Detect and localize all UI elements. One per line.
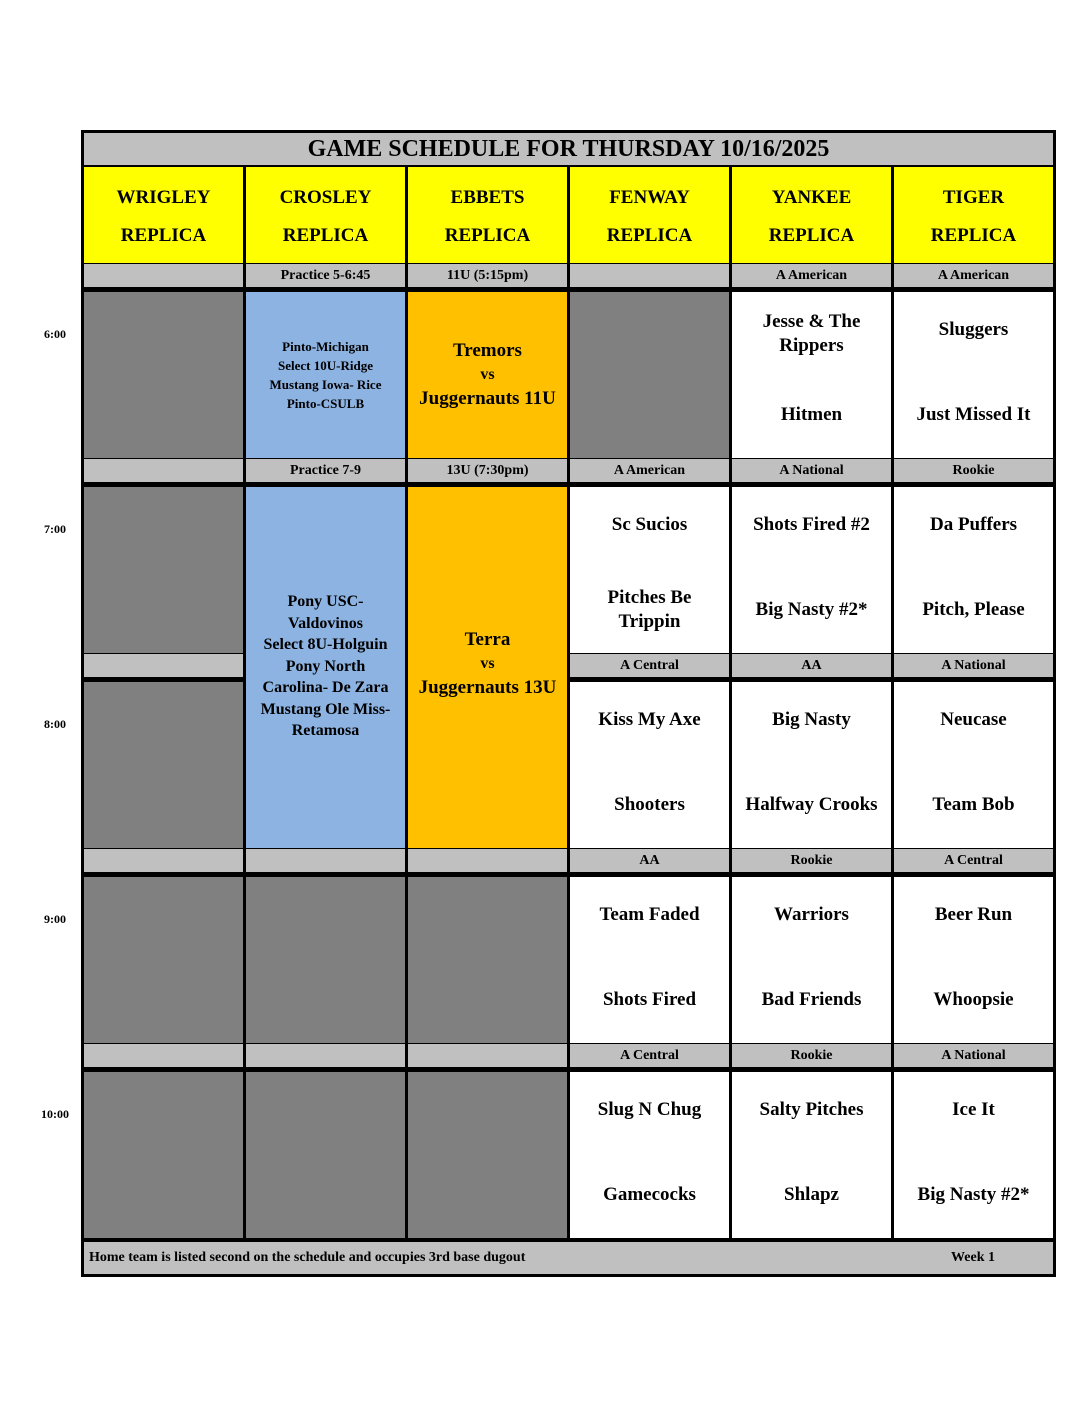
game-slot (732, 487, 891, 653)
division-band: Rookie (732, 1044, 891, 1067)
away-team: Big Nasty (772, 709, 851, 730)
away-team: Sluggers (938, 319, 1009, 340)
time-label: 10:00 (41, 1107, 69, 1121)
away-team: Neucase (940, 709, 1007, 730)
field-header-crosley (246, 167, 405, 263)
team-line: Pony North (285, 657, 366, 675)
time-label: 7:00 (44, 522, 66, 536)
division-band: AA (570, 849, 729, 872)
field-header-ebbets (408, 167, 567, 263)
division-band: A Central (570, 1044, 729, 1067)
vs-label: vs (480, 655, 495, 672)
away-team: Slug N Chug (597, 1099, 702, 1120)
team-line: Retamosa (291, 722, 360, 739)
home-team: Team Bob (932, 794, 1015, 815)
empty-slot (84, 292, 243, 458)
game-slot (732, 877, 891, 1043)
division-band (570, 264, 729, 287)
home-team: Shooters (614, 794, 685, 815)
field-header-tiger (894, 167, 1053, 263)
division-band (84, 459, 243, 482)
away-team: Beer Run (934, 904, 1013, 925)
schedule-footer (84, 1242, 1053, 1274)
away-team: Team Faded (599, 904, 700, 925)
division-band: A National (894, 654, 1053, 677)
game-slot (732, 292, 891, 458)
away-team: Shots Fired #2 (753, 514, 870, 535)
field-header-wrigley (84, 167, 243, 263)
home-team: Big Nasty #2* (755, 599, 868, 620)
division-band (408, 849, 567, 872)
game-slot (570, 877, 729, 1043)
crosley-practice-block-2 (246, 487, 405, 848)
home-team: Big Nasty #2* (917, 1184, 1030, 1205)
home-team: Whoopsie (933, 989, 1014, 1010)
division-band: 13U (7:30pm) (408, 459, 567, 482)
team-line: Select 8U-Holguin (263, 636, 388, 653)
team-line: Carolina- De Zara (262, 679, 389, 696)
empty-slot (408, 1072, 567, 1238)
empty-slot (246, 877, 405, 1043)
division-band: A American (894, 264, 1053, 287)
empty-slot (408, 877, 567, 1043)
division-band: 11U (5:15pm) (408, 264, 567, 287)
field-sub: REPLICA (606, 225, 693, 246)
division-band: A National (894, 1044, 1053, 1067)
division-band (408, 1044, 567, 1067)
field-name: EBBETS (450, 187, 525, 208)
division-band: Rookie (894, 459, 1053, 482)
field-sub: REPLICA (444, 225, 531, 246)
game-slot (894, 682, 1053, 848)
empty-slot (246, 1072, 405, 1238)
empty-slot (84, 1072, 243, 1238)
team-line: Tremors (453, 340, 522, 361)
division-band: Practice 7-9 (246, 459, 405, 482)
game-slot (894, 487, 1053, 653)
division-band: Practice 5-6:45 (246, 264, 405, 287)
division-band (84, 264, 243, 287)
empty-slot (84, 682, 243, 848)
home-team: Pitch, Please (922, 599, 1025, 620)
division-band: A National (732, 459, 891, 482)
away-team: Jesse & The Rippers (762, 311, 861, 356)
team-line: Juggernauts 13U (418, 677, 557, 698)
away-team: Da Puffers (929, 514, 1018, 535)
team-line: Juggernauts 11U (419, 388, 556, 409)
home-team: Just Missed It (916, 404, 1031, 425)
time-label: 9:00 (44, 912, 66, 926)
empty-slot (570, 292, 729, 458)
division-band: Rookie (732, 849, 891, 872)
schedule-table (81, 130, 1056, 1277)
field-name: FENWAY (609, 187, 690, 208)
field-header-yankee (732, 167, 891, 263)
home-team: Bad Friends (761, 989, 862, 1010)
division-band: AA (732, 654, 891, 677)
game-slot (570, 1072, 729, 1238)
field-sub: REPLICA (120, 225, 207, 246)
home-team: Halfway Crooks (745, 794, 878, 815)
footer-note: Home team is listed second on the schedule and occupies 3rd base dugout (89, 1250, 526, 1265)
field-name: TIGER (942, 187, 1005, 208)
home-team: Shots Fired (602, 989, 697, 1010)
time-label: 6:00 (44, 327, 66, 341)
schedule-title (84, 133, 1053, 165)
week-label: Week 1 (951, 1250, 995, 1265)
game-slot (570, 487, 729, 653)
home-team: Hitmen (780, 404, 843, 425)
division-band: A American (570, 459, 729, 482)
ebbets-game-block-2 (408, 487, 567, 848)
vs-label: vs (480, 366, 495, 383)
home-team: Pitches Be Trippin (607, 587, 692, 632)
field-header-fenway (570, 167, 729, 263)
division-band: A American (732, 264, 891, 287)
team-line: Select 10U-Ridge (278, 358, 373, 373)
division-band (246, 849, 405, 872)
field-sub: REPLICA (930, 225, 1017, 246)
away-team: Kiss My Axe (598, 709, 701, 730)
time-label: 8:00 (44, 717, 66, 731)
team-line: Mustang Iowa- Rice (269, 377, 382, 392)
home-team: Gamecocks (603, 1184, 696, 1205)
game-slot (894, 292, 1053, 458)
away-team: Salty Pitches (759, 1099, 864, 1120)
division-band (84, 654, 243, 677)
field-name: CROSLEY (279, 187, 372, 208)
game-slot (894, 877, 1053, 1043)
ebbets-game-block-1 (408, 292, 567, 458)
field-sub: REPLICA (282, 225, 369, 246)
away-team: Warriors (774, 904, 849, 925)
division-band (84, 1044, 243, 1067)
game-slot (894, 1072, 1053, 1238)
division-band (84, 849, 243, 872)
team-line: Pinto-CSULB (286, 396, 365, 411)
field-sub: REPLICA (768, 225, 855, 246)
game-slot (732, 1072, 891, 1238)
division-band: A Central (570, 654, 729, 677)
team-line: Terra (464, 629, 511, 650)
empty-slot (84, 487, 243, 653)
team-line: Pony USC- (287, 593, 364, 610)
away-team: Sc Sucios (611, 514, 688, 535)
home-team: Shlapz (784, 1184, 839, 1205)
field-name: YANKEE (771, 187, 852, 208)
away-team: Ice It (952, 1099, 995, 1120)
empty-slot (84, 877, 243, 1043)
team-line: Valdovinos (288, 614, 363, 632)
division-band (246, 1044, 405, 1067)
team-line: Pinto-Michigan (282, 339, 369, 354)
game-slot (570, 682, 729, 848)
division-band: A Central (894, 849, 1053, 872)
schedule-title-text: GAME SCHEDULE FOR THURSDAY 10/16/2025 (307, 135, 830, 162)
game-slot (732, 682, 891, 848)
field-name: WRIGLEY (116, 187, 211, 208)
team-line: Mustang Ole Miss- (260, 700, 391, 718)
crosley-practice-block-1 (246, 292, 405, 458)
